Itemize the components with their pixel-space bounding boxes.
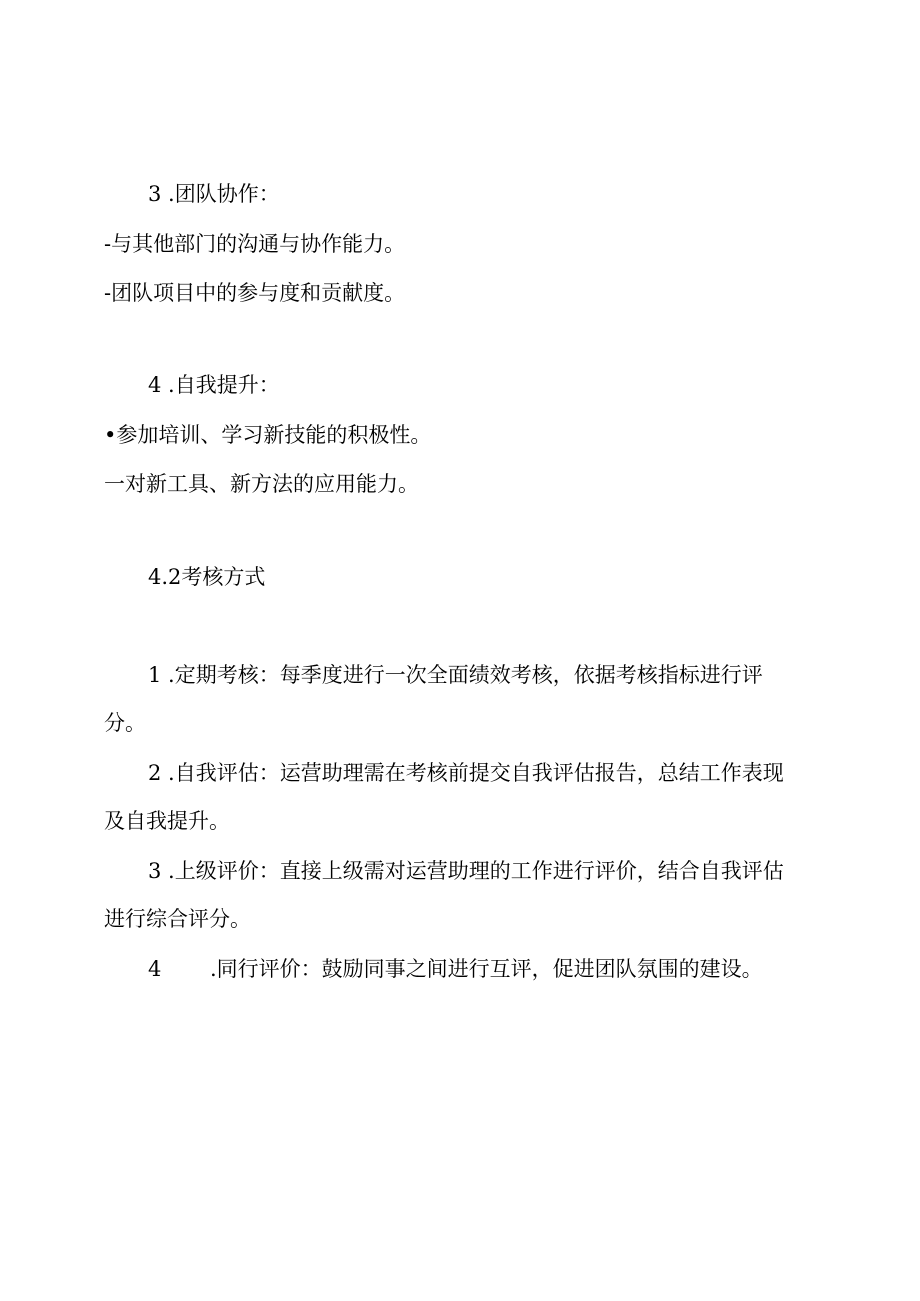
section-4-item-2: 一对新工具、新方法的应用能力。 bbox=[104, 472, 419, 496]
assessment-heading: 4.2考核方式 bbox=[148, 565, 266, 589]
assessment-paragraph-4-number: 4 bbox=[148, 957, 162, 981]
assessment-paragraph-1-line-1: 1 .定期考核：每季度进行一次全面绩效考核，依据考核指标进行评 bbox=[148, 663, 763, 687]
assessment-paragraph-3-line-2: 进行综合评分。 bbox=[104, 907, 251, 931]
section-3-item-2: -团队项目中的参与度和贡献度。 bbox=[104, 281, 406, 305]
section-3-item-1: -与其他部门的沟通与协作能力。 bbox=[104, 232, 406, 256]
assessment-paragraph-1-line-2: 分。 bbox=[104, 711, 146, 735]
section-4-heading: 4 .自我提升： bbox=[148, 373, 280, 397]
assessment-paragraph-4-text: .同行评价：鼓励同事之间进行互评，促进团队氛围的建设。 bbox=[210, 957, 763, 981]
section-3-heading: 3 .团队协作： bbox=[148, 182, 280, 206]
assessment-paragraph-2-line-2: 及自我提升。 bbox=[104, 809, 230, 833]
section-4-item-1: •参加培训、学习新技能的积极性。 bbox=[104, 423, 432, 447]
assessment-paragraph-2-line-1: 2 .自我评估：运营助理需在考核前提交自我评估报告，总结工作表现 bbox=[148, 761, 784, 785]
assessment-paragraph-3-line-1: 3 .上级评价：直接上级需对运营助理的工作进行评价，结合自我评估 bbox=[148, 859, 784, 883]
